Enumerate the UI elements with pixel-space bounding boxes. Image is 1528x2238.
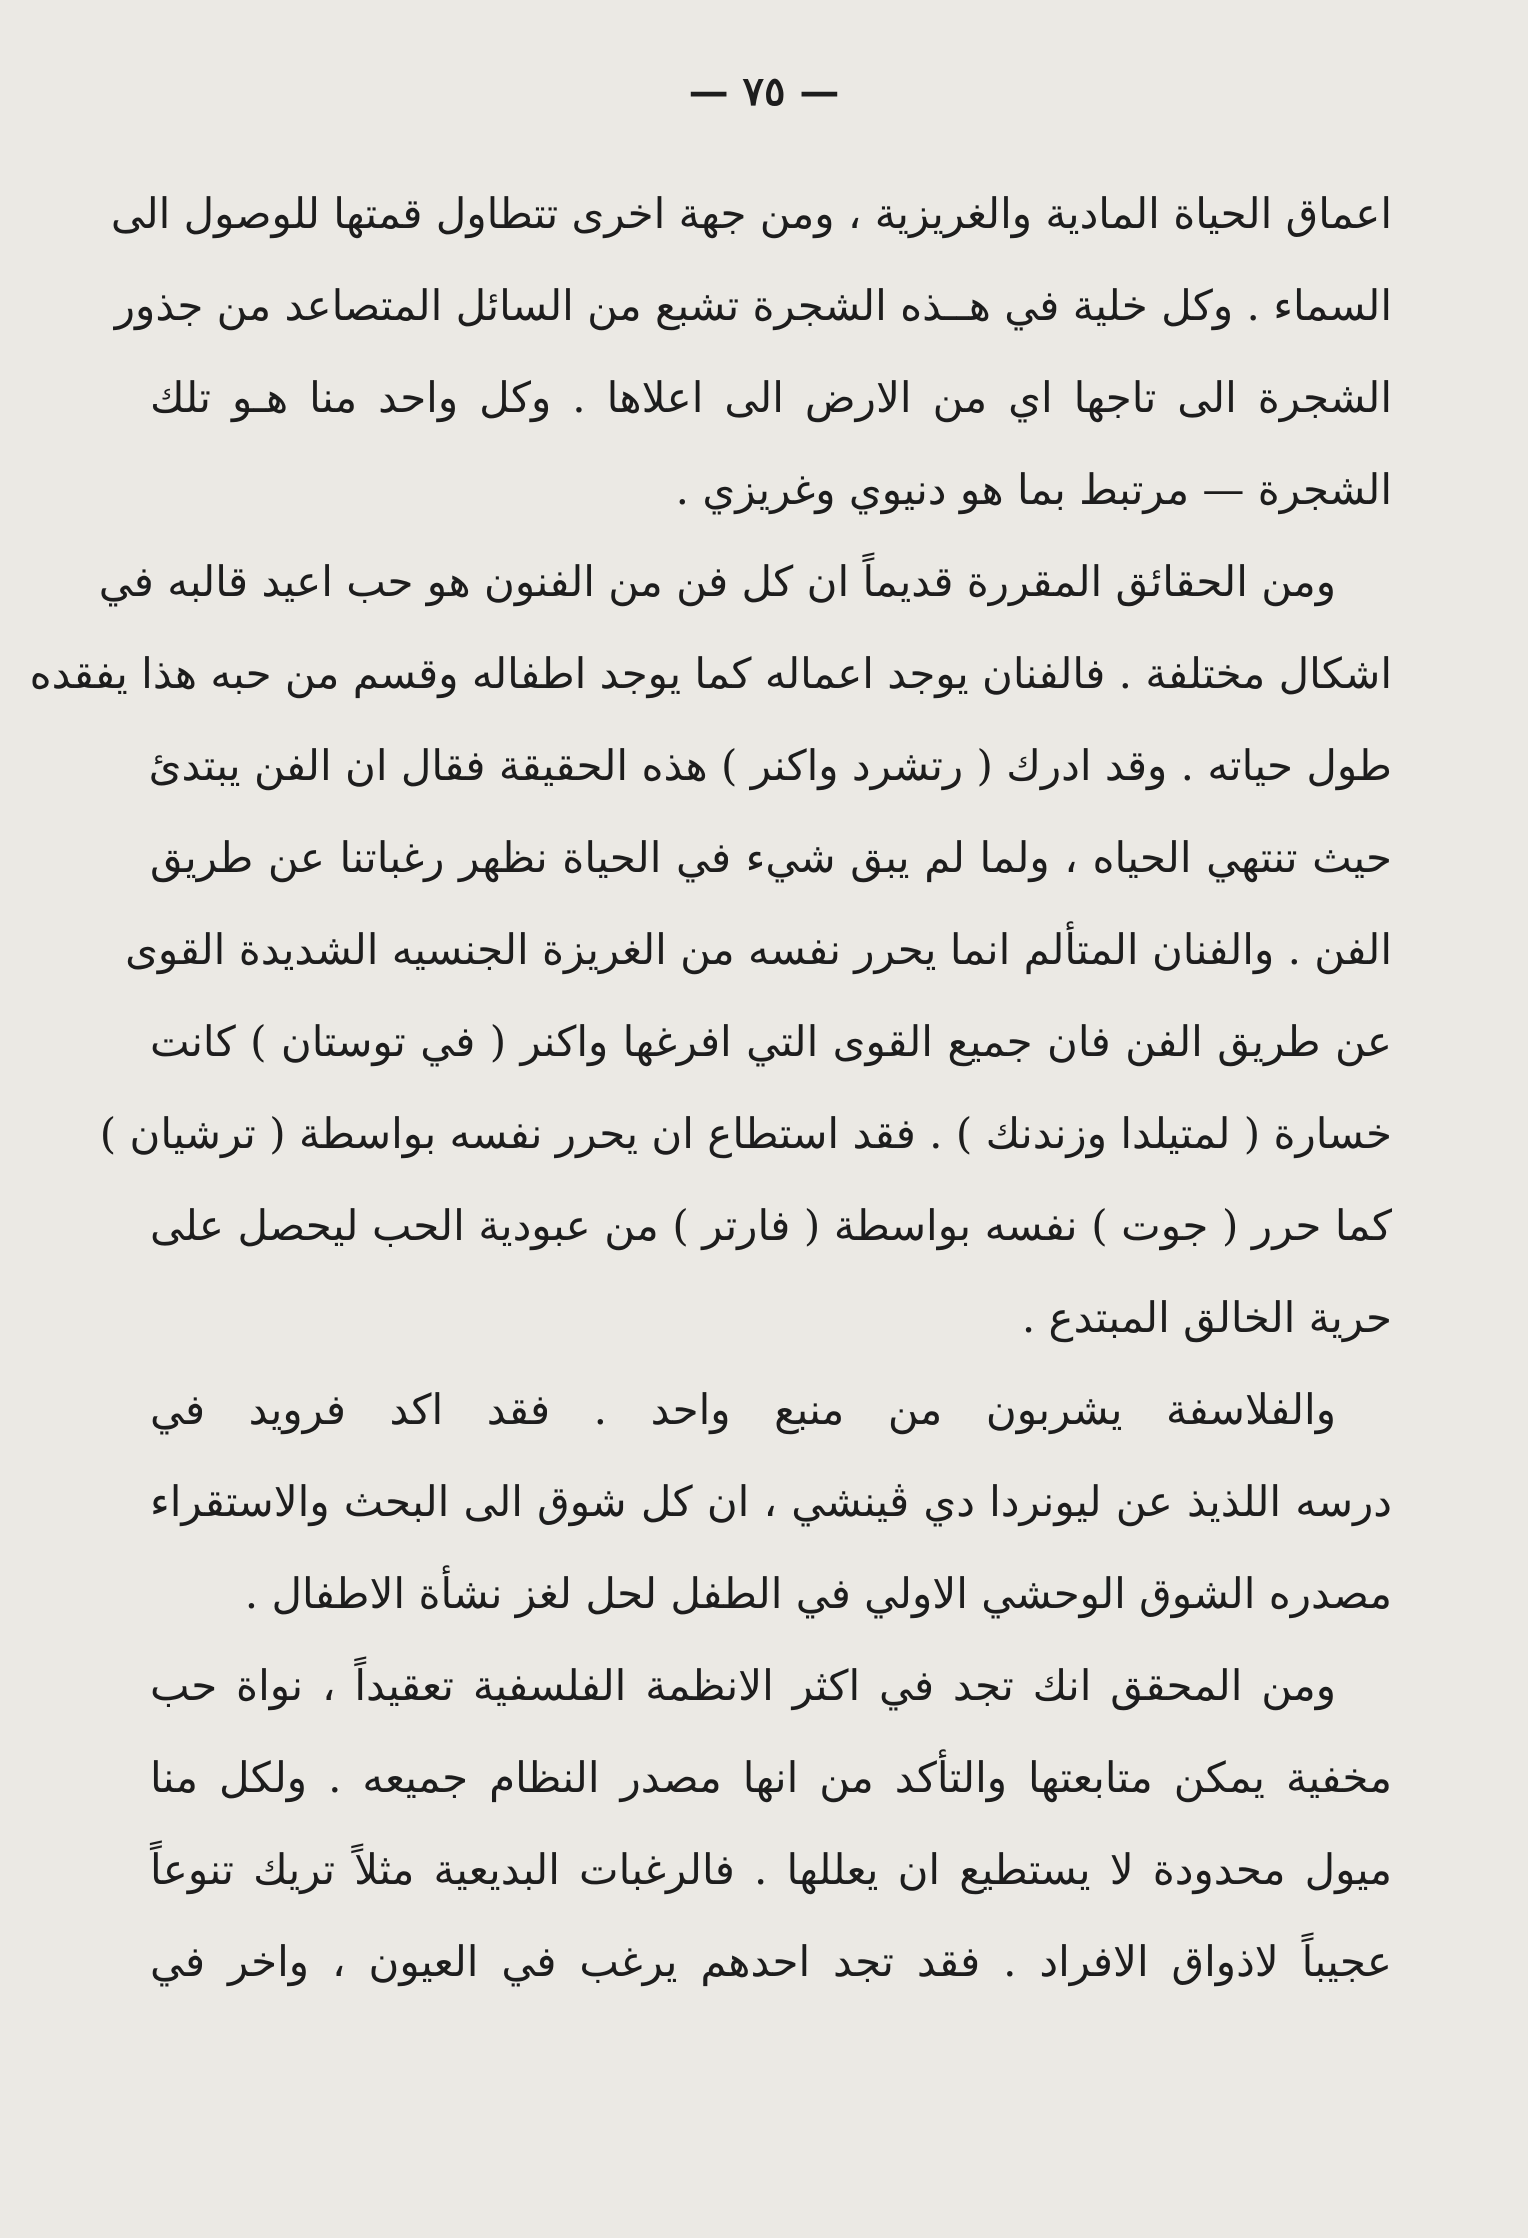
text-line: ميول محدودة لا يستطيع ان يعللها . فالرغبات البديعية مثلاً تريك تنوعاً xyxy=(150,1845,1392,1894)
text-line: مخفية يمكن متابعتها والتأكد من انها مصدر النظام جميعه . ولكل منا xyxy=(150,1753,1392,1802)
text-line: الشجرة — مرتبط بما هو دنيوي وغريزي . xyxy=(675,465,1392,514)
text-line: عجيباً لاذواق الافراد . فقد تجد احدهم يرغب في العيون ، واخر في xyxy=(150,1937,1392,1986)
text-line: والفلاسفة يشربون من منبع واحد . فقد اكد فرويد في xyxy=(150,1385,1336,1434)
text-line: درسه اللذيذ عن ليونردا دي ڤينشي ، ان كل شوق الى البحث والاستقراء xyxy=(150,1477,1392,1526)
text-line: كما حرر ( جوت ) نفسه بواسطة ( فارتر ) من عبودية الحب ليحصل على xyxy=(150,1201,1392,1250)
text-line: السماء . وكل خلية في هــذه الشجرة تشبع من السائل المتصاعد من جذور xyxy=(114,281,1392,330)
text-line: مصدره الشوق الوحشي الاولي في الطفل لحل لغز نشأة الاطفال . xyxy=(244,1569,1392,1618)
text-line: خسارة ( لمتيلدا وزندنك ) . فقد استطاع ان يحرر نفسه بواسطة ( ترشيان ) xyxy=(99,1109,1392,1158)
text-line: حرية الخالق المبتدع . xyxy=(1021,1293,1392,1342)
text-line: ومن الحقائق المقررة قديماً ان كل فن من الفنون هو حب اعيد قالبه في xyxy=(98,557,1336,606)
text-line: حيث تنتهي الحياه ، ولما لم يبق شيء في الحياة نظهر رغباتنا عن طريق xyxy=(150,833,1392,882)
page-number: — ٧٥ — xyxy=(688,68,840,115)
text-line: الفن . والفنان المتألم انما يحرر نفسه من الغريزة الجنسيه الشديدة القوى xyxy=(125,925,1392,974)
text-line: ومن المحقق انك تجد في اكثر الانظمة الفلسفية تعقيداً ، نواة حب xyxy=(150,1661,1336,1710)
text-line: اشكال مختلفة . فالفنان يوجد اعماله كما يوجد اطفاله وقسم من حبه هذا يفقده xyxy=(29,649,1392,698)
text-line: عن طريق الفن فان جميع القوى التي افرغها واكنر ( في توستان ) كانت xyxy=(150,1017,1392,1066)
text-line: اعماق الحياة المادية والغريزية ، ومن جهة اخرى تتطاول قمتها للوصول الى xyxy=(110,189,1392,238)
text-line: الشجرة الى تاجها اي من الارض الى اعلاها . وكل واحد منا هـو تلك xyxy=(150,373,1392,422)
text-line: طول حياته . وقد ادرك ( رتشرد واكنر ) هذه الحقيقة فقال ان الفن يبتدئ xyxy=(148,741,1392,790)
page-body-text xyxy=(29,168,1392,2008)
